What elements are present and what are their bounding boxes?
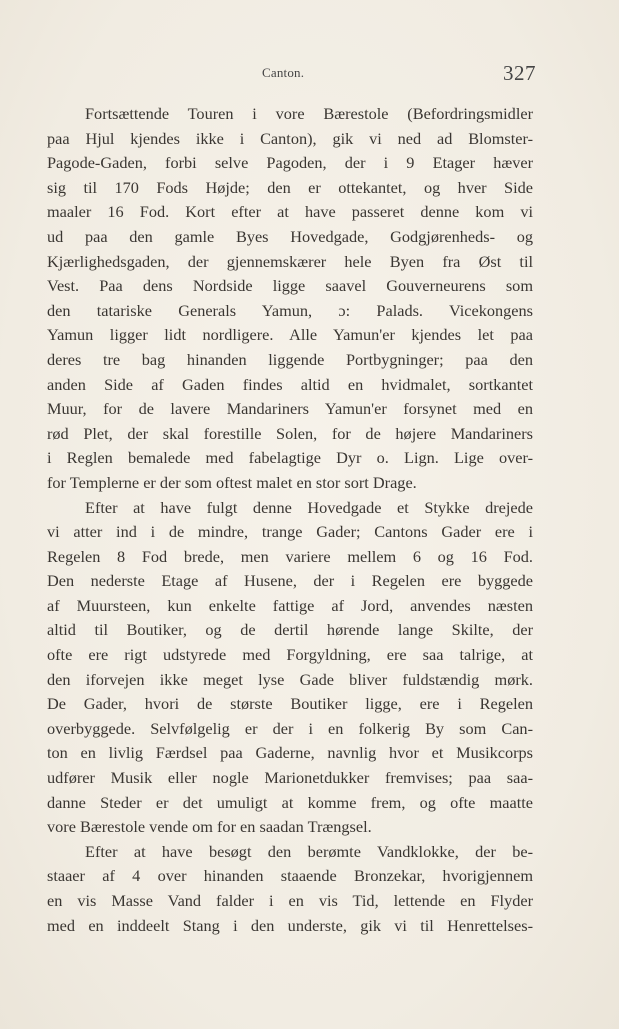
text-line: med en inddeelt Stang i den underste, gik vi til Henrettelses- <box>47 915 533 935</box>
text-line: overbyggede. Selvfølgelig er der i en folkerig By som Can- <box>47 718 533 738</box>
text-line: Den nederste Etage af Husene, der i Regelen ere byggede <box>47 571 533 591</box>
text-line: Kjærlighedsgaden, der gjennemskærer hele Byen fra Øst til <box>47 251 533 271</box>
text-line: deres tre bag hinanden liggende Portbygninger; paa den <box>47 349 533 369</box>
text-line: De Gader, hvori de største Boutiker ligge, ere i Regelen <box>47 694 533 714</box>
text-line: sig til 170 Fods Højde; den er ottekantet, og hver Side <box>47 177 533 197</box>
text-line: Efter at have besøgt den berømte Vandklokke, der be- <box>85 841 533 861</box>
text-line: staaer af 4 over hinanden staaende Bronzekar, hvorigjennem <box>47 866 533 886</box>
text-line: for Templerne er der som oftest malet en stor sort Drage. <box>47 472 417 492</box>
running-head <box>0 61 619 87</box>
text-line: vore Bærestole vende om for en saadan Trængsel. <box>47 817 372 837</box>
text-line: maaler 16 Fod. Kort efter at have passeret denne kom vi <box>47 202 533 222</box>
text-line: ofte ere rigt udstyrede med Forgyldning, ere saa talrige, at <box>47 645 533 665</box>
text-line: vi atter ind i de mindre, trange Gader; Cantons Gader ere i <box>47 522 533 542</box>
text-line: i Reglen bemalede med fabelagtige Dyr o. Lign. Lige over- <box>47 448 533 468</box>
text-line: Regelen 8 Fod brede, men variere mellem 6 og 16 Fod. <box>47 546 533 566</box>
text-line: ud paa den gamle Byes Hovedgade, Godgjørenheds- og <box>47 226 533 246</box>
text-line: af Muursteen, kun enkelte fattige af Jord, anvendes næsten <box>47 595 533 615</box>
running-title: Canton. <box>262 65 305 80</box>
text-line: den tatariske Generals Yamun, ɔ: Palads. Vicekongens <box>47 300 533 320</box>
text-line: Fortsættende Touren i vore Bærestole (Befordringsmidler <box>85 104 533 123</box>
text-line: Efter at have fulgt denne Hovedgade et Stykke drejede <box>85 497 533 517</box>
text-line: den iforvejen ikke meget lyse Gade bliver fuldstændig mørk. <box>47 669 533 689</box>
text-line: udfører Musik eller nogle Marionetdukker fremvises; paa saa- <box>47 768 533 788</box>
text-line: Yamun ligger lidt nordligere. Alle Yamun'er kjendes let paa <box>47 325 533 345</box>
body-text <box>47 102 533 938</box>
text-line: en vis Masse Vand falder i en vis Tid, lettende en Flyder <box>47 891 533 910</box>
text-line: ton en livlig Færdsel paa Gaderne, navnlig hvor et Musikcorps <box>47 743 533 763</box>
text-line: rød Plet, der skal forestille Solen, for de højere Mandariners <box>47 423 533 443</box>
text-line: danne Steder er det umuligt at komme frem, og ofte maatte <box>47 792 533 812</box>
text-line: paa Hjul kjendes ikke i Canton), gik vi ned ad Blomster- <box>47 128 533 148</box>
page-number: 327 <box>503 61 536 85</box>
text-line: Vest. Paa dens Nordside ligge saavel Gouverneurens som <box>47 276 533 296</box>
text-line: Pagode-Gaden, forbi selve Pagoden, der i 9 Etager hæver <box>47 153 533 173</box>
text-line: altid til Boutiker, og de dertil hørende lange Skilte, der <box>47 620 533 640</box>
text-line: anden Side af Gaden findes altid en hvidmalet, sortkantet <box>47 374 533 394</box>
text-line: Muur, for de lavere Mandariners Yamun'er forsynet med en <box>47 399 533 419</box>
